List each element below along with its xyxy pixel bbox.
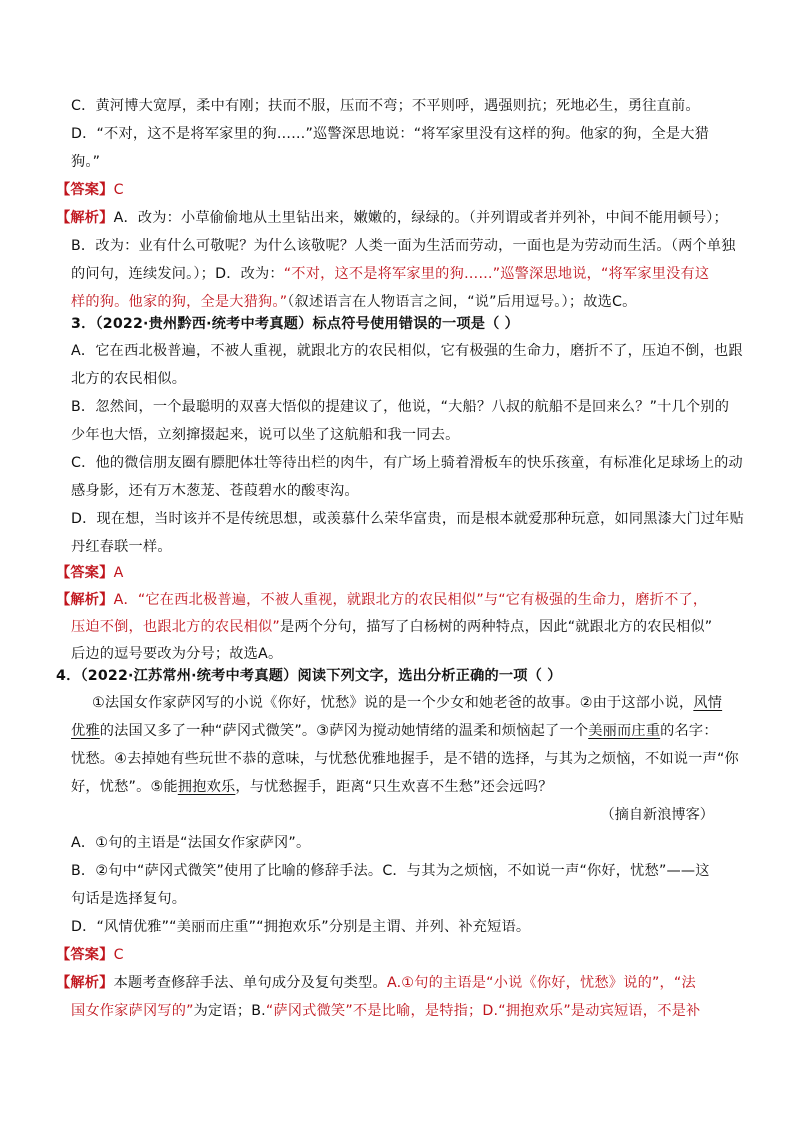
q3-option-c-line1: C．他的微信朋友圈有膘肥体壮等待出栏的肉牛，有广场上骑着滑板车的快乐孩童，有标准化足球场上的动 [71,455,743,471]
q3-option-b-line1: B．忽然间，一个最聪明的双喜大悟似的提建议了，他说，“大船？八叔的航船不是回来么？”十几个别的 [71,399,730,415]
q3-option-d-line2: 丹红春联一样。 [71,539,172,555]
q4-title: 4．（2022·江苏常州·统考中考真题）阅读下列文字，选出分析正确的一项（ ） [56,668,562,684]
q3-analysis-line2: 压迫不倒，也跟北方的农民相似”是两个分句，描写了白杨树的两种特点，因此“就跟北方的农民相似” [71,619,713,635]
analysis-tag: 【解析】 [56,592,114,608]
q3-option-b-line2: 少年也大悟，立刻撺掇起来，说可以坐了这航船和我一同去。 [71,427,460,443]
q4-option-d: D．“风情优雅”“美丽而庄重”“拥抱欢乐”分别是主谓、并列、补充短语。 [71,919,531,935]
q2-analysis-line2: B．改为：业有什么可敬呢？为什么该敬呢？人类一面为生活而劳动，一面也是为劳动而生活。（两个单独 [71,238,736,254]
q3-option-a-line1: A．它在西北极普遍，不被人重视，就跟北方的农民相似，它有极强的生命力，磨折不了，压迫不倒，也跟 [71,343,743,359]
q4-option-b-line2: 句话是选择复句。 [71,891,187,907]
q4-analysis-line2: 国女作家萨冈写的”为定语；B.“萨冈式微笑”不是比喻，是特指；D.“拥抱欢乐”是动宾短语，不是补 [71,1003,701,1019]
q4-passage-line3: 忧愁。④去掉她有些玩世不恭的意味，与忧愁优雅地握手，是不错的选择，与其为之烦恼，不如说一声“你 [71,751,739,767]
q2-analysis-line1: 【解析】A．改为：小草偷偷地从土里钻出来，嫩嫩的，绿绿的。（并列谓或者并列补，中间不能用顿号）； [56,210,728,226]
q2-option-d-line2: 狗。” [71,154,101,170]
q2-analysis-line4: 样的狗。他家的狗，全是大猎狗。”（叙述语言在人物语言之间，“说”后用逗号。）；故选C。 [71,294,637,310]
q2-option-d-line1: D．“不对，这不是将军家里的狗……”巡警深思地说：“将军家里没有这样的狗。他家的狗，全是大猎 [71,126,710,142]
q3-option-a-line2: 北方的农民相似。 [71,371,187,387]
q4-answer [56,945,124,965]
q3-analysis-line1: 【解析】A．“它在西北极普遍，不被人重视，就跟北方的农民相似”与“它有极强的生命力，磨折不了， [56,592,708,608]
q4-option-a: A．①句的主语是“法国女作家萨冈”。 [71,835,311,851]
answer-value: C [113,947,124,963]
q4-passage-line1: ①法国女作家萨冈写的小说《你好，忧愁》说的是一个少女和她老爸的故事。②由于这部小说，风情 [92,695,723,711]
answer-tag: 【答案】 [56,947,114,963]
q4-passage-line4: 好，忧愁”。⑤能拥抱欢乐，与忧愁握手，距离“只生欢喜不生愁”还会远吗？ [71,779,553,795]
answer-tag: 【答案】 [56,182,114,198]
analysis-tag: 【解析】 [56,210,114,226]
analysis-tag: 【解析】 [56,975,114,991]
q2-option-c: C．黄河博大宽厚，柔中有刚；扶而不服，压而不弯；不平则呼，遇强则抗；死地必生，勇往直前。 [71,98,700,114]
q3-title: 3．（2022·贵州黔西·统考中考真题）标点符号使用错误的一项是（ ） [71,316,520,332]
answer-tag: 【答案】 [56,565,114,581]
q3-option-c-line2: 感身影，还有万木葱茏、苍葭碧水的酸枣沟。 [71,483,359,499]
q3-analysis-line3: 后边的逗号要改为分号；故选A。 [71,646,283,662]
q4-source: （摘自新浪博客） [600,807,714,823]
q4-passage-line2: 优雅的法国又多了一种“萨冈式微笑”。③萨冈为搅动她情绪的温柔和烦恼起了一个美丽而庄重的名字： [71,723,718,739]
answer-value: A [113,565,124,581]
q2-analysis-line3: 的问句，连续发问。）；D．改为：“不对，这不是将军家里的狗……”巡警深思地说，“将军家里没有这 [71,266,710,282]
answer-value: C [113,182,124,198]
q4-option-b-line1: B．②句中“萨冈式微笑”使用了比喻的修辞手法。C．与其为之烦恼，不如说一声“你好，忧愁”——这 [71,863,710,879]
q3-option-d-line1: D．现在想，当时该并不是传统思想，或羡慕什么荣华富贵，而是根本就爱那种玩意，如同黑漆大门过年贴 [71,511,744,527]
q3-answer [56,563,123,583]
q4-analysis-line1: 【解析】本题考查修辞手法、单句成分及复句类型。A.①句的主语是“小说《你好，忧愁》说的”，“法 [56,975,696,991]
q2-answer [56,180,124,200]
